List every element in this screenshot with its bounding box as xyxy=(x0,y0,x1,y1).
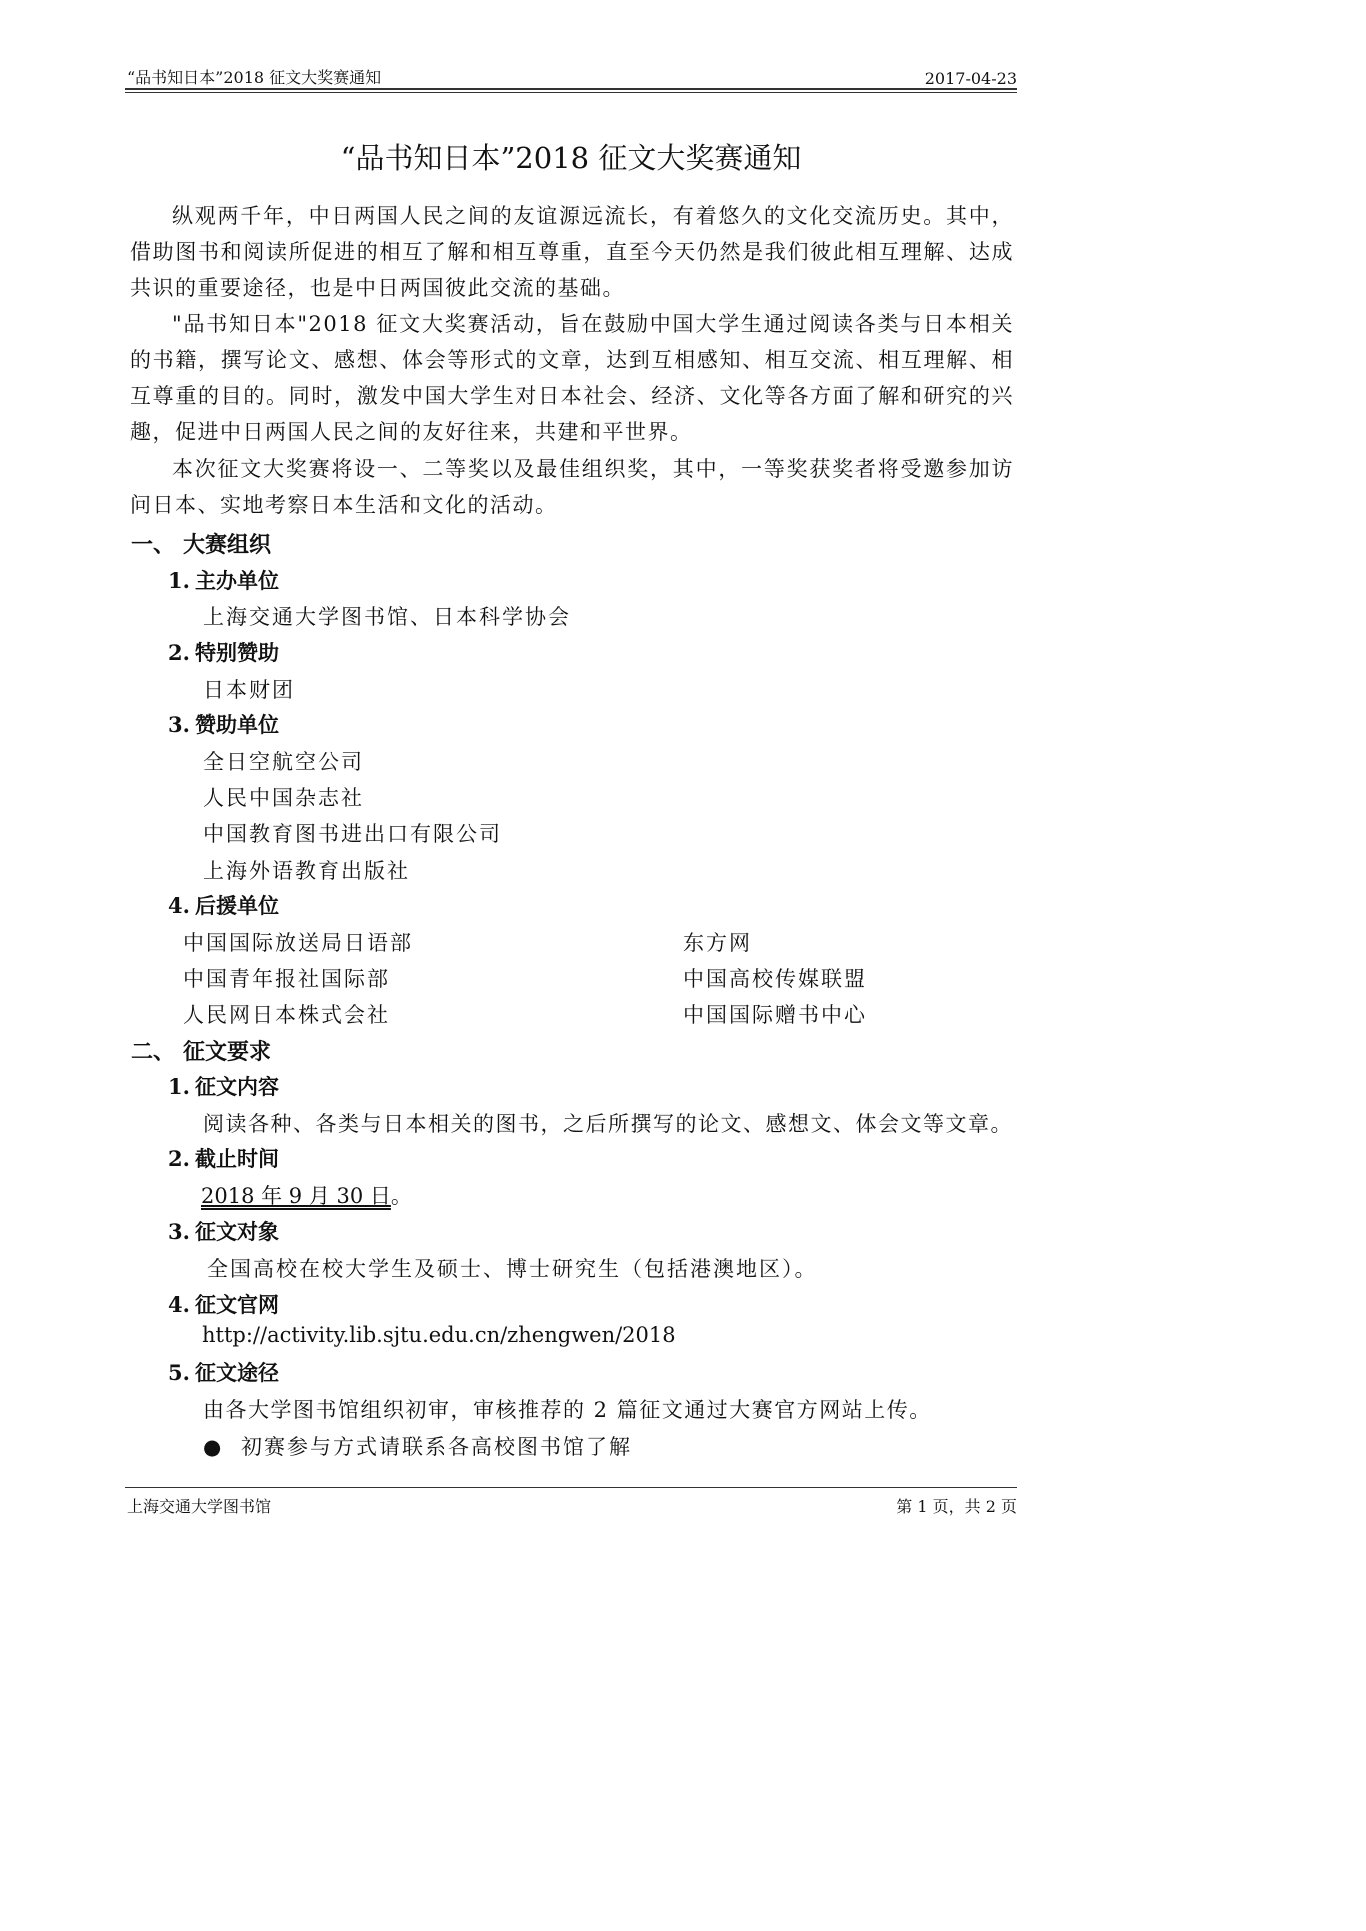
subheading-number: 5. xyxy=(168,1360,190,1385)
list-item: 中国教育图书进出口有限公司 xyxy=(203,822,502,846)
list-item: 全日空航空公司 xyxy=(203,750,364,774)
subheading-number: 1. xyxy=(168,568,190,593)
list-item: 中国国际赠书中心 xyxy=(683,1003,867,1027)
subheading-label: 赞助单位 xyxy=(195,712,279,737)
section-title: 征文要求 xyxy=(183,1039,272,1065)
subheading-label: 主办单位 xyxy=(195,568,279,593)
subheading-number: 1. xyxy=(168,1074,190,1099)
subheading-supporters xyxy=(168,890,279,920)
footer-rule xyxy=(125,1487,1017,1488)
eligibility-text: 全国高校在校大学生及硕士、博士研究生（包括港澳地区）。 xyxy=(207,1257,818,1281)
section-number: 一、 xyxy=(131,532,176,558)
subheading-number: 3. xyxy=(168,712,190,737)
subheading-number: 4. xyxy=(168,1292,190,1317)
subheading-label: 征文内容 xyxy=(195,1074,279,1099)
subheading-deadline xyxy=(168,1143,279,1173)
intro-paragraph-2: "品书知日本"2018 征文大奖赛活动，旨在鼓励中国大学生通过阅读各类与日本相关的书籍，撰写论文、感想、体会等形式的文章，达到互相感知、相互交流、相互理解、相互尊重的目的。同时，激发中国大学生对日本社会、经济、文化等各方面了解和研究的兴趣，促进中日两国人民之间的友好往来，共建和平世界。 xyxy=(130,312,1014,444)
section-heading-organization xyxy=(131,528,271,559)
bullet-icon: ● xyxy=(203,1435,224,1459)
content-description: 阅读各种、各类与日本相关的图书，之后所撰写的论文、感想文、体会文等文章。 xyxy=(203,1112,1013,1136)
list-item: 人民网日本株式会社 xyxy=(183,1003,390,1027)
submission-text: 由各大学图书馆组织初审，审核推荐的 2 篇征文通过大赛官方网站上传。 xyxy=(203,1398,932,1422)
subheading-number: 2. xyxy=(168,1146,190,1171)
subheading-number: 2. xyxy=(168,640,190,665)
header-date: 2017-04-23 xyxy=(924,69,1017,88)
subheading-special-sponsor xyxy=(168,637,279,667)
list-item: 东方网 xyxy=(683,931,752,955)
subheading-eligibility xyxy=(168,1216,279,1246)
subheading-submission xyxy=(168,1357,279,1387)
page-header xyxy=(127,64,1017,88)
subheading-label: 征文途径 xyxy=(195,1360,279,1385)
list-item: 中国国际放送局日语部 xyxy=(183,931,413,955)
bullet-text: 初赛参与方式请联系各高校图书馆了解 xyxy=(241,1435,632,1459)
subheading-label: 特别赞助 xyxy=(195,640,279,665)
subheading-website xyxy=(168,1289,279,1319)
section-title: 大赛组织 xyxy=(183,532,272,558)
subheading-sponsors xyxy=(168,709,279,739)
list-item: 中国高校传媒联盟 xyxy=(683,967,867,991)
intro-paragraph-3: 本次征文大奖赛将设一、二等奖以及最佳组织奖，其中，一等奖获奖者将受邀参加访问日本、实地考察日本生活和文化的活动。 xyxy=(130,457,1014,517)
list-item: 上海外语教育出版社 xyxy=(203,859,410,883)
list-item: 上海交通大学图书馆、日本科学协会 xyxy=(203,605,571,629)
website-link[interactable]: http://activity.lib.sjtu.edu.cn/zhengwen/2018 xyxy=(202,1323,676,1347)
deadline-date: 2018 年 9 月 30 日 xyxy=(201,1184,391,1208)
list-item: 中国青年报社国际部 xyxy=(183,967,390,991)
page-number: 第 1 页，共 2 页 xyxy=(896,1497,1017,1516)
subheading-label: 截止时间 xyxy=(195,1146,279,1171)
bullet-item xyxy=(203,1431,632,1461)
header-title: “品书知日本”2018 征文大奖赛通知 xyxy=(127,68,382,87)
subheading-host xyxy=(168,565,279,595)
footer-organization: 上海交通大学图书馆 xyxy=(127,1497,272,1516)
header-rule-thin xyxy=(125,92,1017,93)
deadline-line xyxy=(201,1180,412,1210)
intro-paragraph-1: 纵观两千年，中日两国人民之间的友谊源远流长，有着悠久的文化交流历史。其中，借助图书和阅读所促进的相互了解和相互尊重，直至今天仍然是我们彼此相互理解、达成共识的重要途径，也是中日两国彼此交流的基础。 xyxy=(130,204,1014,300)
list-item: 人民中国杂志社 xyxy=(203,786,364,810)
subheading-number: 3. xyxy=(168,1219,190,1244)
header-rule xyxy=(125,88,1017,90)
subheading-label: 征文对象 xyxy=(195,1219,279,1244)
document-title: “品书知日本”2018 征文大奖赛通知 xyxy=(340,141,802,175)
section-number: 二、 xyxy=(131,1039,176,1065)
subheading-content xyxy=(168,1071,279,1101)
section-heading-requirements xyxy=(131,1035,271,1066)
subheading-label: 征文官网 xyxy=(195,1292,279,1317)
subheading-number: 4. xyxy=(168,893,190,918)
deadline-period: 。 xyxy=(390,1184,412,1208)
page-footer xyxy=(127,1494,1017,1517)
list-item: 日本财团 xyxy=(203,678,295,702)
subheading-label: 后援单位 xyxy=(195,893,279,918)
